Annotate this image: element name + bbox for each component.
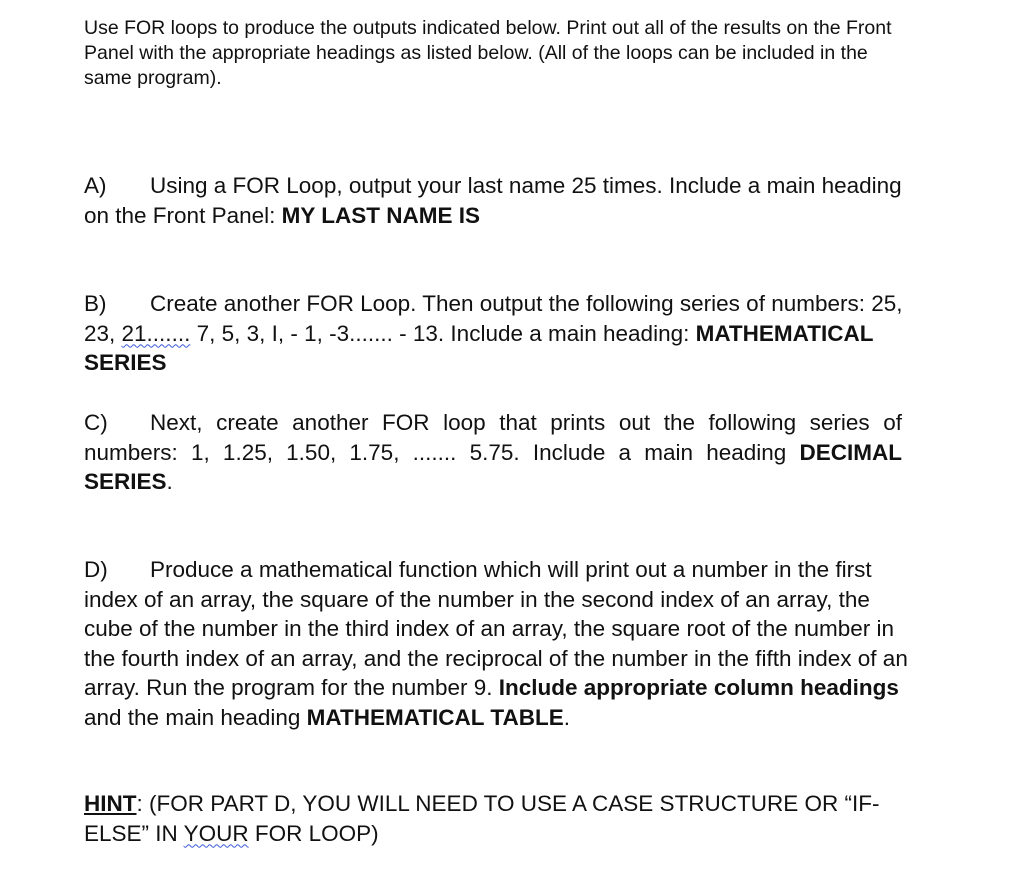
part-b-text-1: Create another FOR Loop. Then output the following series of numbers: 25, 23, (84, 291, 903, 346)
part-c-paragraph (84, 408, 902, 497)
hint-text-1: : (FOR PART D, YOU WILL NEED TO USE A CASE STRUCTURE OR “IF-ELSE” IN (84, 791, 880, 846)
hint-spellcheck-word: YOUR (183, 820, 249, 846)
part-d-text-2: and the main heading (84, 704, 307, 730)
part-b-letter: B) (84, 291, 107, 316)
part-b-text-2: 7, 5, 3, I, - 1, -3....... - 13. Include a main heading: (190, 320, 696, 346)
part-c-heading: DECIMAL SERIES (84, 439, 902, 495)
part-b-heading: MATHEMATICAL SERIES (84, 320, 874, 376)
part-d-heading: MATHEMATICAL TABLE (306, 704, 564, 730)
part-a-heading: MY LAST NAME IS (281, 202, 480, 228)
part-d-end: . (563, 704, 570, 730)
part-d-paragraph (84, 555, 914, 733)
part-d-text-1: Produce a mathematical function which will print out a number in the first index of an array, the square of the number in the second index of an array, the cube of the number in the third index of an array, the square root of the number in the fourth index of an array, and the reciprocal of the number in the fifth index of an array. Run the program for the number 9. (84, 557, 908, 701)
part-b-spellcheck-word: 21....... (121, 320, 191, 346)
document-page (84, 16, 914, 846)
part-b-paragraph (84, 289, 914, 378)
part-c-letter: C) (84, 410, 108, 435)
part-a-text: Using a FOR Loop, output your last name 25 times. Include a main heading on the Front Panel: (84, 173, 902, 228)
part-a-letter: A) (84, 173, 107, 198)
hint-text-2: FOR LOOP) (248, 820, 379, 846)
part-c-end: . (166, 469, 173, 495)
part-d-letter: D) (84, 557, 108, 582)
hint-paragraph (84, 789, 914, 848)
hint-label: HINT (84, 791, 137, 816)
part-d-bold-phrase: Include appropriate column headings (498, 675, 899, 701)
intro-paragraph: Use FOR loops to produce the outputs indicated below. Print out all of the results on the Front Panel with the appropriate headings as listed below. (All of the loops can be included in the same program). (84, 17, 892, 89)
part-c-text: Next, create another FOR loop that prints out the following series of numbers: 1, 1.25, 1.50, 1.75, ....... 5.75. Include a main heading (84, 410, 902, 465)
part-a-paragraph (84, 171, 914, 230)
